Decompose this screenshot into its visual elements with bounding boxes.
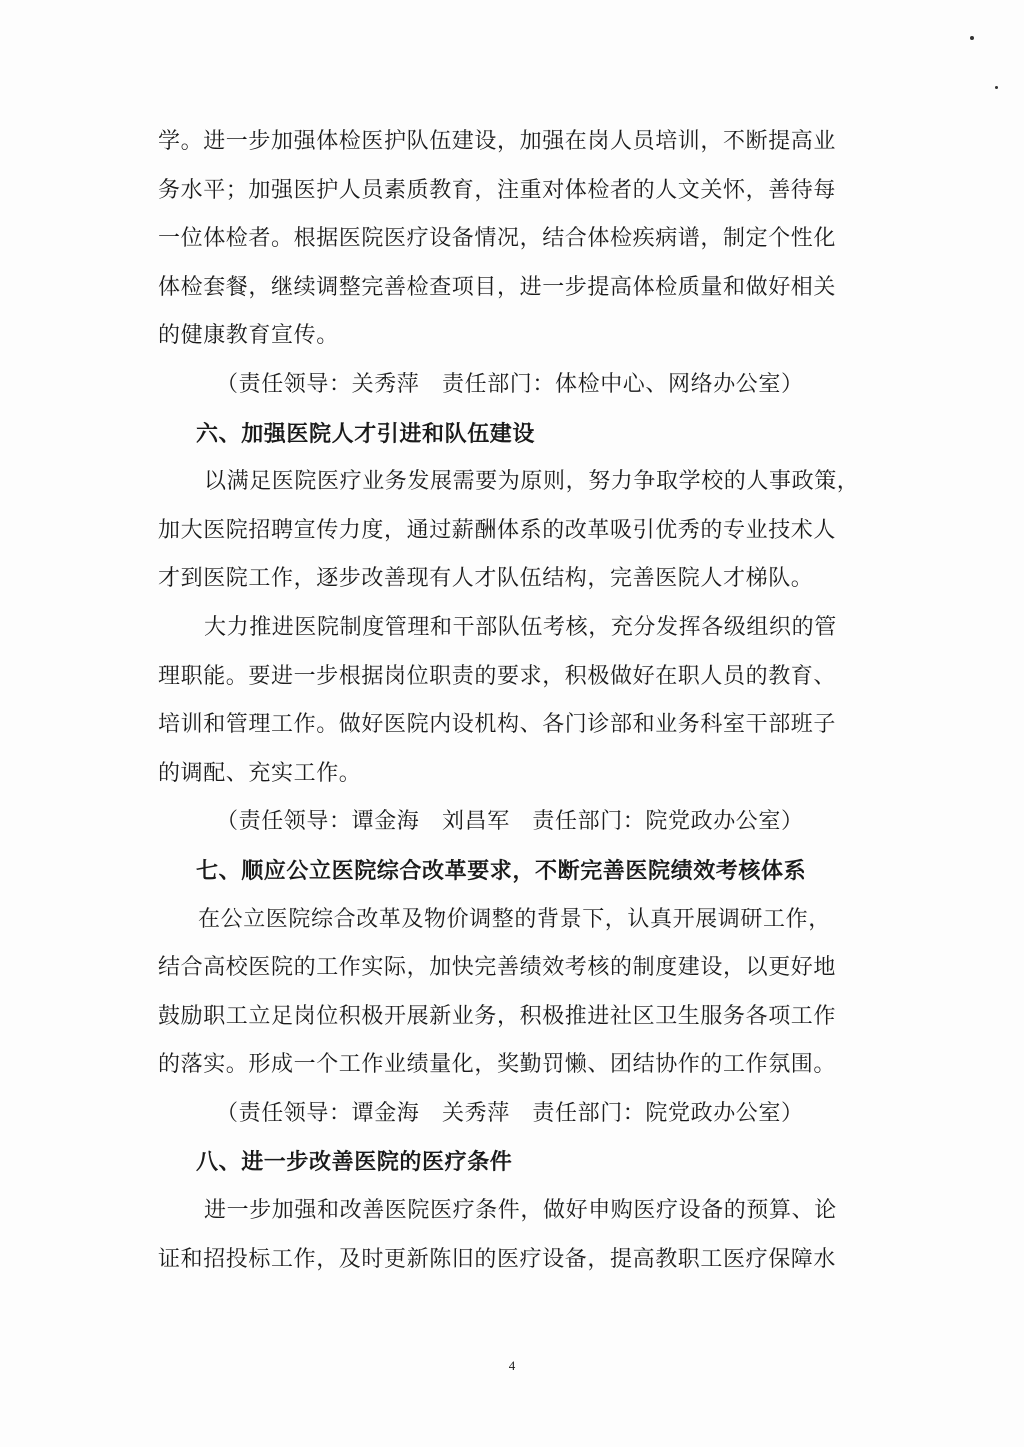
paragraph-line: 加大医院招聘宣传力度，通过薪酬体系的改革吸引优秀的专业技术人 xyxy=(158,517,837,543)
paragraph-line: 结合高校医院的工作实际，加快完善绩效考核的制度建设，以更好地 xyxy=(158,955,837,981)
paragraph-line: 的健康教育宣传。 xyxy=(158,323,339,349)
paragraph-line: 一位体检者。根据医院医疗设备情况，结合体检疾病谱，制定个性化 xyxy=(158,226,837,252)
paragraph-line: 以满足医院医疗业务发展需要为原则，努力争取学校的人事政策， xyxy=(204,469,860,495)
document-body xyxy=(158,118,886,1284)
paragraph-line: 培训和管理工作。做好医院内设机构、各门诊部和业务科室干部班子 xyxy=(158,712,837,738)
section-heading: 八、进一步改善医院的医疗条件 xyxy=(196,1149,513,1176)
paragraph-line: 务水平；加强医护人员素质教育，注重对体检者的人文关怀，善待每 xyxy=(158,177,837,203)
responsibility-line: （责任领导：谭金海 刘昌军 责任部门：院党政办公室） xyxy=(216,809,804,835)
scan-speck xyxy=(995,86,998,89)
paragraph-line: 进一步加强和改善医院医疗条件，做好申购医疗设备的预算、论 xyxy=(204,1198,837,1224)
paragraph-line: 鼓励职工立足岗位积极开展新业务，积极推进社区卫生服务各项工作 xyxy=(158,1003,837,1029)
paragraph-line: 才到医院工作，逐步改善现有人才队伍结构，完善医院人才梯队。 xyxy=(158,566,814,592)
section-heading: 七、顺应公立医院综合改革要求，不断完善医院绩效考核体系 xyxy=(196,857,807,884)
page-number: 4 xyxy=(508,1358,516,1373)
paragraph-line: 体检套餐，继续调整完善检查项目，进一步提高体检质量和做好相关 xyxy=(158,274,837,300)
paragraph-line: 证和招投标工作，及时更新陈旧的医疗设备，提高教职工医疗保障水 xyxy=(158,1246,837,1272)
responsibility-line: （责任领导：关秀萍 责任部门：体检中心、网络办公室） xyxy=(216,371,804,397)
paragraph-line: 在公立医院综合改革及物价调整的背景下，认真开展调研工作， xyxy=(198,906,831,932)
section-heading: 六、加强医院人才引进和队伍建设 xyxy=(196,420,536,447)
paragraph-line: 大力推进医院制度管理和干部队伍考核，充分发挥各级组织的管 xyxy=(204,614,837,640)
paragraph-line: 理职能。要进一步根据岗位职责的要求，积极做好在职人员的教育、 xyxy=(158,663,837,689)
paragraph-line: 的落实。形成一个工作业绩量化，奖勤罚懒、团结协作的工作氛围。 xyxy=(158,1052,837,1078)
responsibility-line: （责任领导：谭金海 关秀萍 责任部门：院党政办公室） xyxy=(216,1100,804,1126)
paragraph-line: 学。进一步加强体检医护队伍建设，加强在岗人员培训，不断提高业 xyxy=(158,129,837,154)
scan-speck xyxy=(970,36,974,40)
paragraph-line: 的调配、充实工作。 xyxy=(158,760,362,786)
